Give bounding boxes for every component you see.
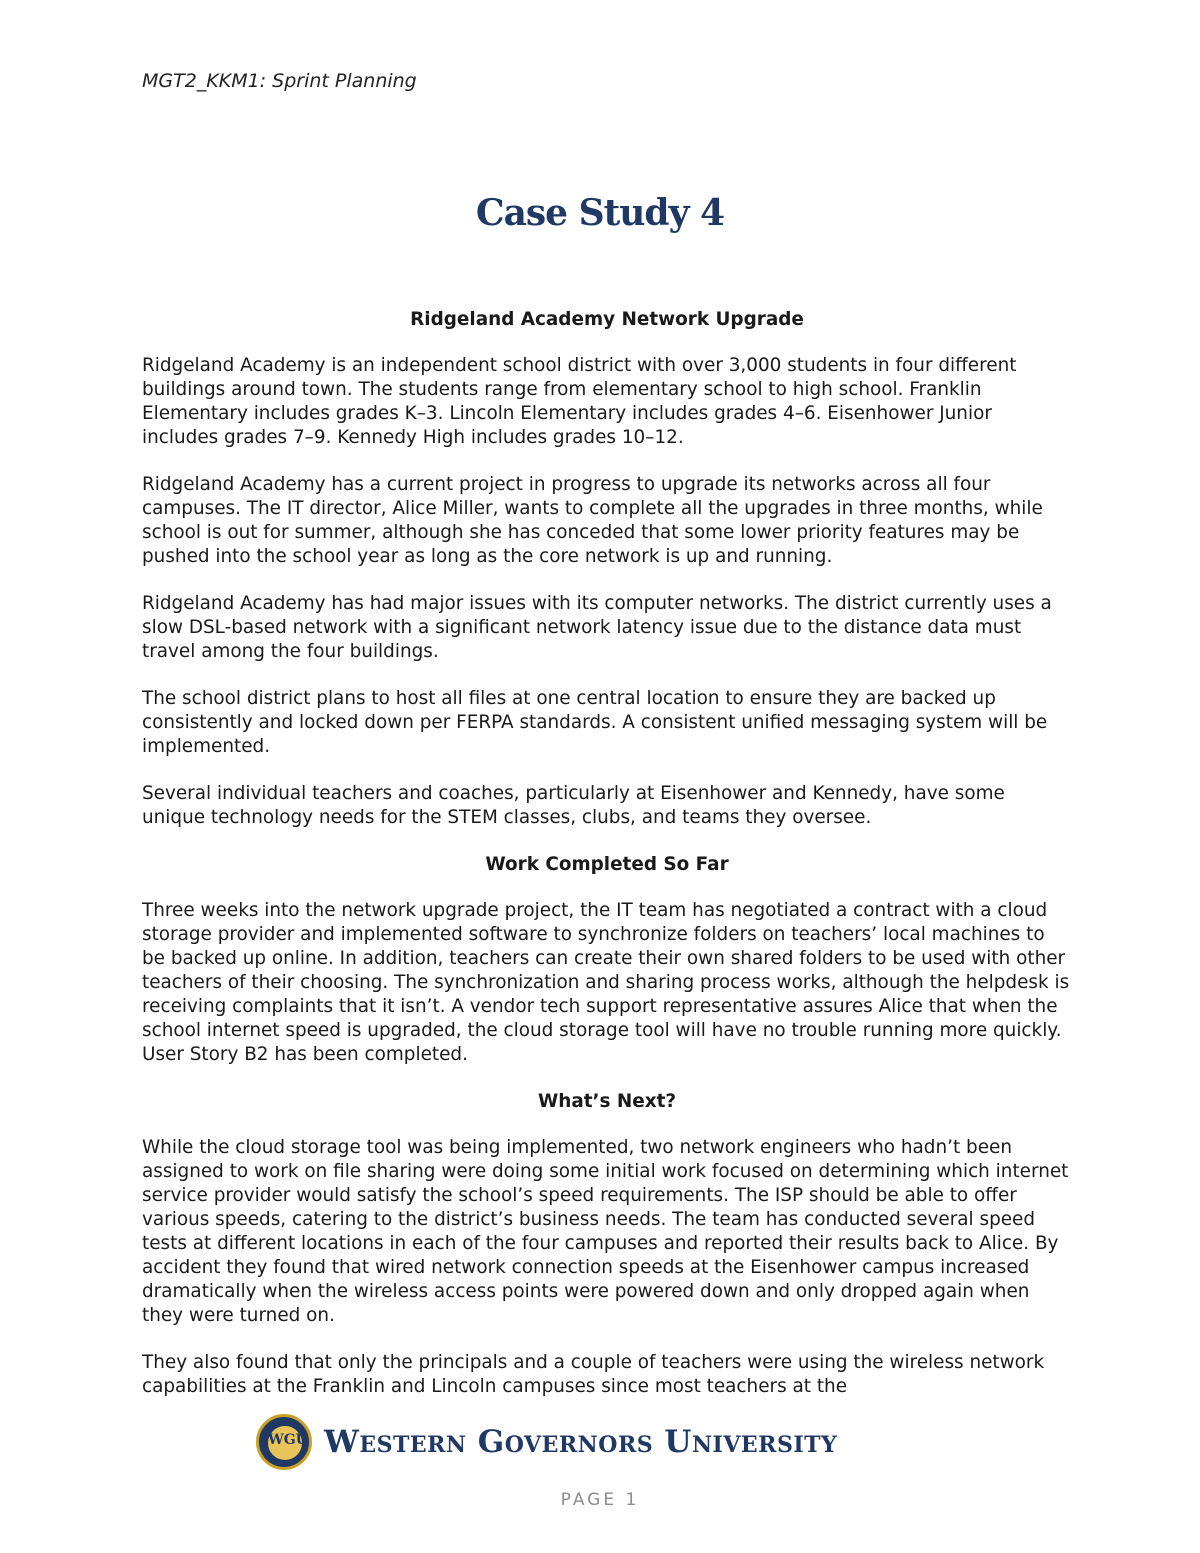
paragraph: Ridgeland Academy has had major issues with its computer networks. The district currently uses a slow DSL-based network with a significant network latency issue due to the distance data must travel among the four buildings.	[142, 593, 1052, 662]
running-header: MGT2_KKM1: Sprint Planning	[142, 70, 417, 92]
paragraph: Three weeks into the network upgrade project, the IT team has negotiated a contract with a cloud storage provider and implemented software to synchronize folders on teachers’ local machines to be backed up online. In addition, teachers can create their own shared folders to be used with other teachers of their choosing. The synchronization and sharing process works, although the helpdesk is receiving complaints that it isn’t. A vendor tech support representative assures Alice that when the school internet speed is upgraded, the cloud storage tool will have no trouble running more quickly. User Story B2 has been completed.	[142, 900, 1070, 1065]
seal-monogram: WGU	[268, 1432, 308, 1448]
paragraph: They also found that only the principals and a couple of teachers were using the wireless network capabilities at the Franklin and Lincoln campuses since most teachers at the	[142, 1352, 1045, 1397]
section-whats-next	[142, 1090, 1072, 1399]
paragraph: Ridgeland Academy has a current project in progress to upgrade its networks across all four campuses. The IT director, Alice Miller, wants to complete all the upgrades in three months, while school is out for summer, although she has conceded that some lower priority features may be pushed into the school year as long as the core network is up and running.	[142, 474, 1043, 567]
document-title: Case Study 4	[475, 192, 725, 234]
logo-wordmark: Western Governors University	[324, 1424, 838, 1460]
document-body	[142, 308, 1072, 1422]
paragraph: The school district plans to host all files at one central location to ensure they are backed up consistently and locked down per FERPA standards. A consistent unified messaging system will be implemented.	[142, 688, 1048, 757]
section-heading: What’s Next?	[537, 1091, 677, 1112]
section-heading: Ridgeland Academy Network Upgrade	[410, 309, 804, 330]
paragraph: Several individual teachers and coaches, particularly at Eisenhower and Kennedy, have some unique technology needs for the STEM classes, clubs, and teams they oversee.	[142, 783, 1005, 828]
section-work-completed	[142, 853, 1072, 1067]
paragraph: Ridgeland Academy is an independent school district with over 3,000 students in four different buildings around town. The students range from elementary school to high school. Franklin Elementary includes grades K–3. Lincoln Elementary includes grades 4–6. Eisenhower Junior includes grades 7–9. Kennedy High includes grades 10–12.	[142, 355, 1017, 448]
wgu-seal-icon	[256, 1414, 312, 1470]
section-heading: Work Completed So Far	[485, 854, 729, 875]
wgu-logo	[256, 1410, 837, 1474]
paragraph: While the cloud storage tool was being implemented, two network engineers who hadn’t been assigned to work on file sharing were doing some initial work focused on determining which internet service provider would satisfy the school’s speed requirements. The ISP should be able to offer various speeds, catering to the district’s business needs. The team has conducted several speed tests at different locations in each of the four campuses and reported their results back to Alice. By accident they found that wired network connection speeds at the Eisenhower campus increased dramatically when the wireless access points were powered down and only dropped again when they were turned on.	[142, 1137, 1069, 1326]
section-overview	[142, 308, 1072, 830]
page-number: PAGE 1	[560, 1490, 640, 1510]
